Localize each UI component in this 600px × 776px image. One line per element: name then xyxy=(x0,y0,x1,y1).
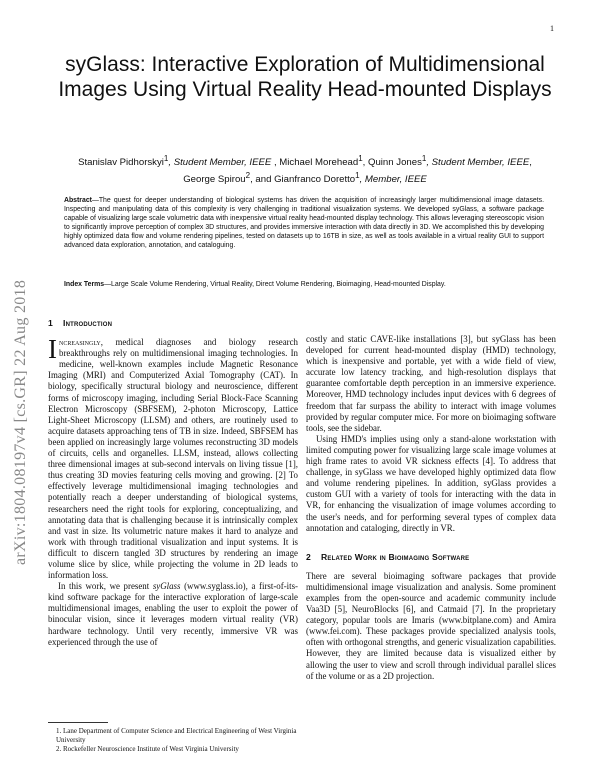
intro-paragraph-1 xyxy=(48,334,298,581)
affiliation-mark: 2 xyxy=(245,171,251,181)
section-number: 2 xyxy=(306,551,311,562)
abstract-text: —The quest for deeper understanding of biological systems has driven the acquisition of increasingly larger multidimensional image datasets. Inspecting and manipulating data of this complexity is very challenging in traditional visualization systems. We developed syGlass, a software package capable of visualizing large scale volumetric data with inexpensive virtual reality head-mounted display technology. This allows leveraging stereoscopic vision to significantly improve perception of complex 3D structures, and provides immersive interaction with data directly in 3D. We accomplished this by developing highly optimized data flow and volume rendering pipelines, tested on datasets up to 16TB in size, as well as tools available in a virtual reality GUI to support advanced data exploration, annotation, and cataloguing. xyxy=(64,197,544,250)
left-column xyxy=(48,318,298,648)
intro-paragraph-2 xyxy=(48,581,298,648)
paragraph-text: , medical diagnoses and biology research breakthroughs rely on multidimensional imaging technologies. In medicine, well-known examples include Magnetic Resonance Imaging (MRI) and Computerized Axial Tomography (CAT). In biology, specifically structural biology and neuroscience, different forms of microscopy imaging, including Serial Block-Face Scanning Electron Microscopy (SBFSEM), 2-photon Microscopy, Lattice Light-Sheet Microscopy (LLSM) and others, are routinely used to acquire datasets approaching tens of TB in size. Indeed, SBFSEM has been applied on increasingly large volumes reconstructing 3D models of circuits, cells and organelles. LLSM, instead, allows collecting three dimensional images at sub-second intervals on living tissue [1], thus creating 3D movies featuring cells moving and growing. [2] To effectively leverage multidimensional imaging technologies and potentially reach a deeper understanding of biological systems, researchers need the right tools for exploring, conceptualizing, and annotating data that is challenging because it is intrinsically complex and vast in size. Its volumetric nature makes it hard to analyze and work with through traditional visualization and input systems. It is difficult to discern tangled 3D structures by rendering an image volume slice by slice, while projecting the volume in 2D leads to information loss. xyxy=(48,337,298,581)
abstract-label: Abstract xyxy=(64,197,92,204)
section-heading-introduction xyxy=(48,318,298,329)
section-title: Introduction xyxy=(62,318,113,328)
paragraph-text: (www.syglass.io), a first-of-its-kind software package for the interactive exploration of large-scale multidimensional images, enabling the user to exploit the power of binocular vision, since it leverages modern virtual reality (VR) hardware technology. Until very recently, immersive VR was experienced through the use of xyxy=(48,581,298,647)
section-number: 1 xyxy=(48,318,53,328)
author-role: , Member, IEEE xyxy=(359,174,427,186)
author-name: , and Gianfranco Doretto xyxy=(250,174,356,186)
right-column xyxy=(306,334,556,682)
author-role: , Student Member, IEEE xyxy=(168,157,272,169)
lead-word: ncreasingly xyxy=(59,337,101,348)
affiliation-mark: 1 xyxy=(358,154,363,163)
paragraph-text: In this work, we present xyxy=(58,581,153,592)
page-number: 1 xyxy=(550,24,554,33)
index-terms-text: —Large Scale Volume Rendering, Virtual Reality, Direct Volume Rendering, Bioimaging, Head-mounted Display. xyxy=(104,281,446,288)
author-name: Stanislav Pidhorskyi xyxy=(78,157,164,169)
abstract xyxy=(64,196,544,251)
related-work-paragraph-1: There are several bioimaging software packages that provide multidimensional image visualization and analysis. Some prominent examples from the open-source and academic community include Vaa3D [5], NeuroBlocks [6], and Catmaid [7]. In the proprietary category, popular tools are Imaris (www.bitplane.com) and Amira (www.fei.com). These packages provide specialized analysis tools, often with orthogonal strengths, and generic visualization capabilities. However, they are limited because data is visualized either by allowing the user to view and scroll through individual parallel slices of the volume or as a 2D projection. xyxy=(306,570,556,681)
section-title: Related Work in Bioimaging Software xyxy=(320,551,470,562)
footnote: 2. Rockefeller Neuroscience Institute of West Virginia University xyxy=(56,745,239,753)
author-list xyxy=(70,152,540,186)
affiliation-mark: 1 xyxy=(163,154,169,163)
arxiv-stamp: arXiv:1804.08197v4 [cs.GR] 22 Aug 2018 xyxy=(12,279,29,565)
intro-paragraph-3: costly and static CAVE-like installations [3], but syGlass has been developed for current head-mounted display (HMD) technology, which is inexpensive and portable, yet with a wide field of view, accurate low latency tracking, and high-resolution displays that guarantee comfortable depth perception in an immersive experience. Moreover, HMD technology includes input devices with 6 degrees of freedom that far surpass the ability to interact with image volumes provided by regular computer mice. For more on bioimaging software tools, see the sidebar. xyxy=(306,334,556,433)
footnotes xyxy=(48,727,298,754)
affiliation-mark: 1 xyxy=(421,154,427,163)
intro-paragraph-4: Using HMD's implies using only a stand-alone workstation with limited computing power for visualizing large scale image volumes at high frame rates to avoid VR sickness effects [4]. To address that challenge, in syGlass we have developed highly optimized data flow and volume rendering pipelines. In addition, syGlass provides a custom GUI with a variety of tools for interacting with the data in VR, for enhancing the visualization of image volumes according to the user's needs, and for performing several types of complex data annotation and cataloging, directly in VR. xyxy=(306,433,556,533)
footnote: 1. Lane Department of Computer Science and Electrical Engineering of West Virginia University xyxy=(56,727,297,744)
author-name: , Quinn Jones xyxy=(362,157,422,169)
affiliation-mark: 1 xyxy=(355,171,360,181)
author-role: , Student Member, IEEE xyxy=(426,157,530,169)
author-name: , Michael Morehead xyxy=(271,157,359,169)
section-heading-related-work xyxy=(306,552,556,563)
author-name: , George Spirou xyxy=(183,157,532,186)
index-terms-label: Index Terms xyxy=(64,281,105,288)
index-terms xyxy=(64,280,544,289)
footnote-divider xyxy=(48,722,108,723)
software-name: syGlass xyxy=(152,581,181,592)
drop-cap: I xyxy=(48,334,57,365)
paper-title: syGlass: Interactive Exploration of Multidimensional Images Using Virtual Reality Head-mounted Displays xyxy=(58,53,552,101)
